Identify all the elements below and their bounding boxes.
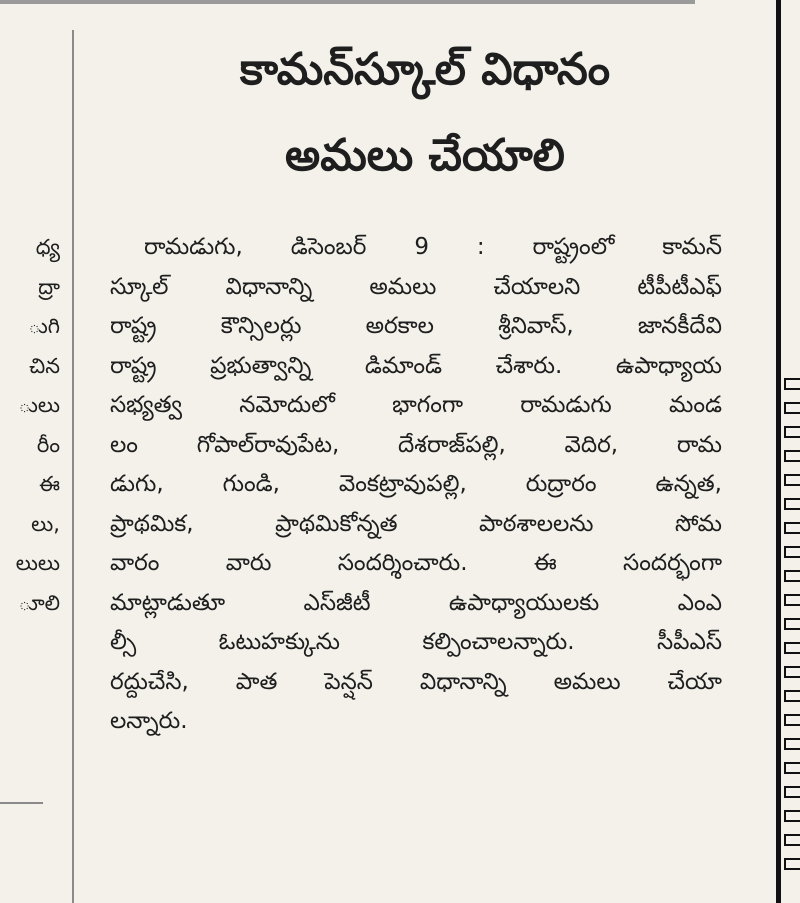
edge-mark (784, 738, 800, 750)
adjacent-text-fragment: ద్రా (38, 274, 60, 299)
edge-mark (784, 858, 800, 870)
edge-mark (784, 426, 800, 438)
body-line: లం గోపాల్‌రావుపేట, దేశరాజ్‌పల్లి, వెదిర, రామ (110, 431, 722, 458)
body-line: ప్రాథమిక, ప్రాథమికోన్నత పాఠశాలలను సోమ (110, 510, 722, 537)
body-line: డుగు, గుండి, వెంకట్రావుపల్లి, రుద్రారం ఉన్నత, (110, 471, 722, 497)
edge-mark (784, 474, 800, 486)
body-line: రాష్ట్ర ప్రభుత్వాన్ని డిమాండ్ చేశారు. ఉపాధ్యాయ (110, 352, 722, 379)
body-line: వారం వారు సందర్శించారు. ఈ సందర్భంగా (110, 550, 722, 576)
edge-mark (784, 570, 800, 582)
edge-mark (784, 786, 800, 798)
body-line: రామడుగు, డిసెంబర్ 9 : రాష్ట్రంలో కామన్ (144, 234, 722, 260)
edge-mark (784, 714, 800, 726)
edge-mark (784, 762, 800, 774)
adjacent-text-fragment: చిన (29, 353, 60, 378)
edge-mark (784, 378, 800, 390)
headline-line-2: అమలు చేయాలి (285, 130, 565, 181)
right-page-edge (776, 0, 800, 903)
edge-mark (784, 810, 800, 822)
adjacent-text-fragment: ులు (18, 393, 60, 417)
edge-mark (784, 594, 800, 606)
edge-mark (784, 666, 800, 678)
body-line: ల్సీ ఓటుహక్కును కల్పించాలన్నారు. సీపీఎస్ (110, 629, 722, 655)
edge-mark (784, 690, 800, 702)
adjacent-text-fragment: ధ్య (35, 235, 60, 259)
headline-line-1: కామన్‌స్కూల్ విధానం (239, 44, 611, 95)
body-line: సభ్యత్వ నమోదులో భాగంగా రామడుగు మండ (110, 392, 722, 418)
left-column-end-rule (0, 802, 43, 804)
body-line: రద్దుచేసి, పాత పెన్షన్ విధానాన్ని అమలు చేయా (110, 668, 722, 695)
adjacent-text-fragment: ఈ (39, 472, 60, 496)
adjacent-text-fragment: లులు (15, 551, 60, 575)
edge-mark (784, 522, 800, 534)
edge-mark (784, 618, 800, 630)
adjacent-column-fragment (0, 228, 60, 623)
body-line: లన్నారు. (110, 708, 188, 734)
column-separator (72, 30, 74, 903)
adjacent-text-fragment: లు, (31, 511, 60, 536)
adjacent-text-fragment: ూలి (18, 590, 60, 615)
edge-mark (784, 546, 800, 558)
edge-mark (784, 498, 800, 510)
article-body (110, 228, 722, 742)
edge-mark (784, 834, 800, 846)
right-edge-rail (776, 0, 781, 903)
edge-mark (784, 642, 800, 654)
body-line: రాష్ట్ర కౌన్సిలర్లు అరకాల శ్రీనివాస్, జానకీదేవి (110, 313, 722, 339)
adjacent-text-fragment: రీం (36, 432, 60, 457)
top-rule (0, 0, 695, 4)
adjacent-text-fragment: ుగి (28, 314, 60, 338)
body-line: స్కూల్ విధానాన్ని అమలు చేయాలని టీపీటీఎఫ్ (110, 273, 722, 300)
edge-mark (784, 450, 800, 462)
edge-mark (784, 402, 800, 414)
body-line: మాట్లాడుతూ ఎస్‌జీటీ ఉపాధ్యాయులకు ఎంఎ (110, 589, 722, 616)
